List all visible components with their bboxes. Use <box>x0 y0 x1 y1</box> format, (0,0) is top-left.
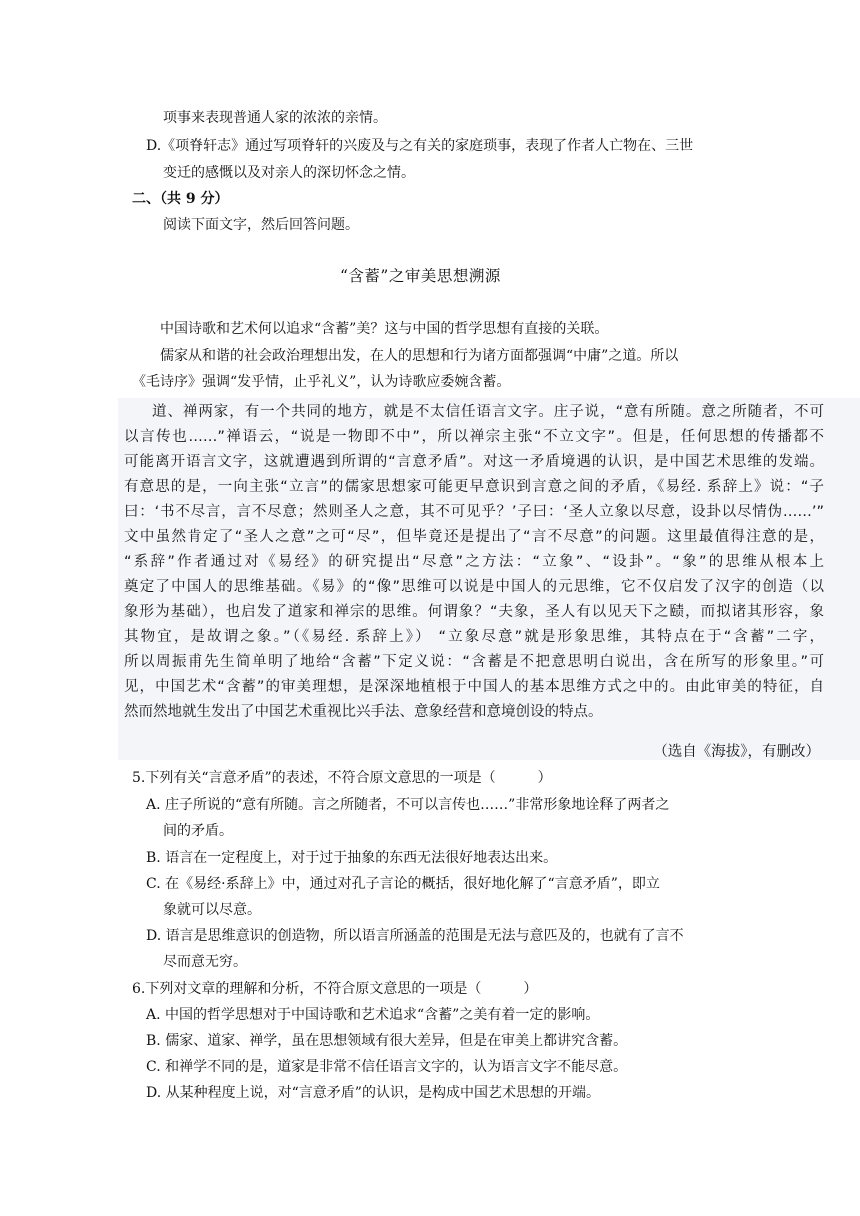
passage-line: 见，中国艺术“含蓄”的审美理想，是深深地植根于中国人的基本思维方式之中的。由此审美的特征，自 <box>124 679 824 695</box>
passage-line: 然而然地就生发出了中国艺术重视比兴手法、意象经营和意境创设的特点。 <box>124 704 603 720</box>
passage-line: 象形为基础），也启发了道家和禅宗的思维。何谓象？“夫象，圣人有以见天下之赜，而拟诸其形容，象 <box>124 604 824 620</box>
article-source: （选自《海拔》，有删改） <box>653 744 820 760</box>
option-d-line2: 变迁的感慨以及对亲人的深切怀念之情。 <box>163 165 415 181</box>
question-5-option-b: B. 语言在一定程度上，对于过于抽象的东西无法很好地表达出来。 <box>146 850 558 866</box>
question-6-option-b: B. 儒家、道家、禅学，虽在思想领域有很大差异，但是在审美上都讲究含蓄。 <box>146 1033 628 1049</box>
question-6-option-c: C. 和禅学不同的是，道家是非常不信任语言文字的，认为语言文字不能尽意。 <box>146 1059 628 1075</box>
option-c-continuation: 项事来表现普通人家的浓浓的亲情。 <box>163 110 387 126</box>
passage-line: 文中虽然肯定了“圣人之意”之可“尽”，但毕竟还是提出了“言不尽意”的问题。这里最值得注意的是， <box>124 529 824 545</box>
question-6-stem: 6.下列对文章的理解和分析，不符合原文意思的一项是（ ） <box>132 981 538 997</box>
passage-line: 有意思的是，一向主张“立言”的儒家思想家可能更早意识到言意之间的矛盾，《易经. 系辞上》说：“子 <box>124 479 824 495</box>
passage-line: 曰：‘书不尽言，言不尽意；然则圣人之意，其不可见乎？’子曰：‘圣人立象以尽意，设卦以尽情伪……’” <box>124 504 824 520</box>
question-5-option-c: C. 在《易经·系辞上》中，通过对孔子言论的概括，很好地化解了“言意矛盾”，即立 <box>146 876 660 892</box>
passage-line: 所以周振甫先生简单明了地给“含蓄”下定义说：“含蓄是不把意思明白说出，含在所写的形象里。”可 <box>124 654 824 670</box>
passage-line: 可能离开语言文字，这就遭遇到所谓的“言意矛盾”。对这一矛盾境遇的认识，是中国艺术思维的发端。 <box>124 454 824 470</box>
question-5-option-c-cont: 象就可以尽意。 <box>163 902 261 918</box>
question-6-option-a: A. 中国的哲学思想对于中国诗歌和艺术追求“含蓄”之美有着一定的影响。 <box>146 1007 600 1023</box>
passage-line: “系辞”作者通过对《易经》的研究提出“尽意”之方法：“立象”、“设卦”。“象”的思维从根本上 <box>124 554 824 570</box>
passage-line: 其物宜，是故谓之象。”（《易经. 系辞上》） “立象尽意”就是形象思维，其特点在于“含蓄”二字， <box>124 629 824 645</box>
passage-line: 道、禅两家，有一个共同的地方，就是不太信任语言文字。庄子说，“意有所随。意之所随者，不可 <box>152 404 824 420</box>
article-paragraph-1: 中国诗歌和艺术何以追求“含蓄”美？这与中国的哲学思想有直接的关联。 <box>160 321 609 337</box>
question-5-option-d-cont: 尽而意无穷。 <box>163 954 247 970</box>
reading-instruction: 阅读下面文字，然后回答问题。 <box>163 217 359 233</box>
article-paragraph-2-line2: 《毛诗序》强调“发乎情，止乎礼义”，认为诗歌应委婉含蓄。 <box>132 374 511 390</box>
section-header: 二、（共 9 分） <box>132 191 229 207</box>
option-d-line1: D.《项脊轩志》通过写项脊轩的兴废及与之有关的家庭琐事，表现了作者人亡物在、三世 <box>146 138 694 154</box>
passage-line: 奠定了中国人的思维基础。《易》的“像”思维可以说是中国人的元思维，它不仅启发了汉字的创造（以 <box>124 579 824 595</box>
question-5-option-d: D. 语言是思维意识的创造物，所以语言所涵盖的范围是无法与意匹及的，也就有了言不 <box>146 928 684 944</box>
article-paragraph-2-line1: 儒家从和谐的社会政治理想出发，在人的思想和行为诸方面都强调“中庸”之道。所以 <box>160 348 679 364</box>
question-5-option-a: A. 庄子所说的“意有所随。言之所随者，不可以言传也……”非常形象地诠释了两者之 <box>146 797 670 813</box>
question-5-option-a-cont: 间的矛盾。 <box>163 823 233 839</box>
passage-line: 以言传也……”禅语云，“说是一物即不中”，所以禅宗主张“不立文字”。但是，任何思想的传播都不 <box>124 429 824 445</box>
question-6-option-d: D. 从某种程度上说，对“言意矛盾”的认识，是构成中国艺术思想的开端。 <box>146 1085 600 1101</box>
article-title: “含蓄”之审美思想溯源 <box>340 267 501 285</box>
question-5-stem: 5.下列有关“言意矛盾”的表述，不符合原文意思的一项是（ ） <box>132 770 552 786</box>
